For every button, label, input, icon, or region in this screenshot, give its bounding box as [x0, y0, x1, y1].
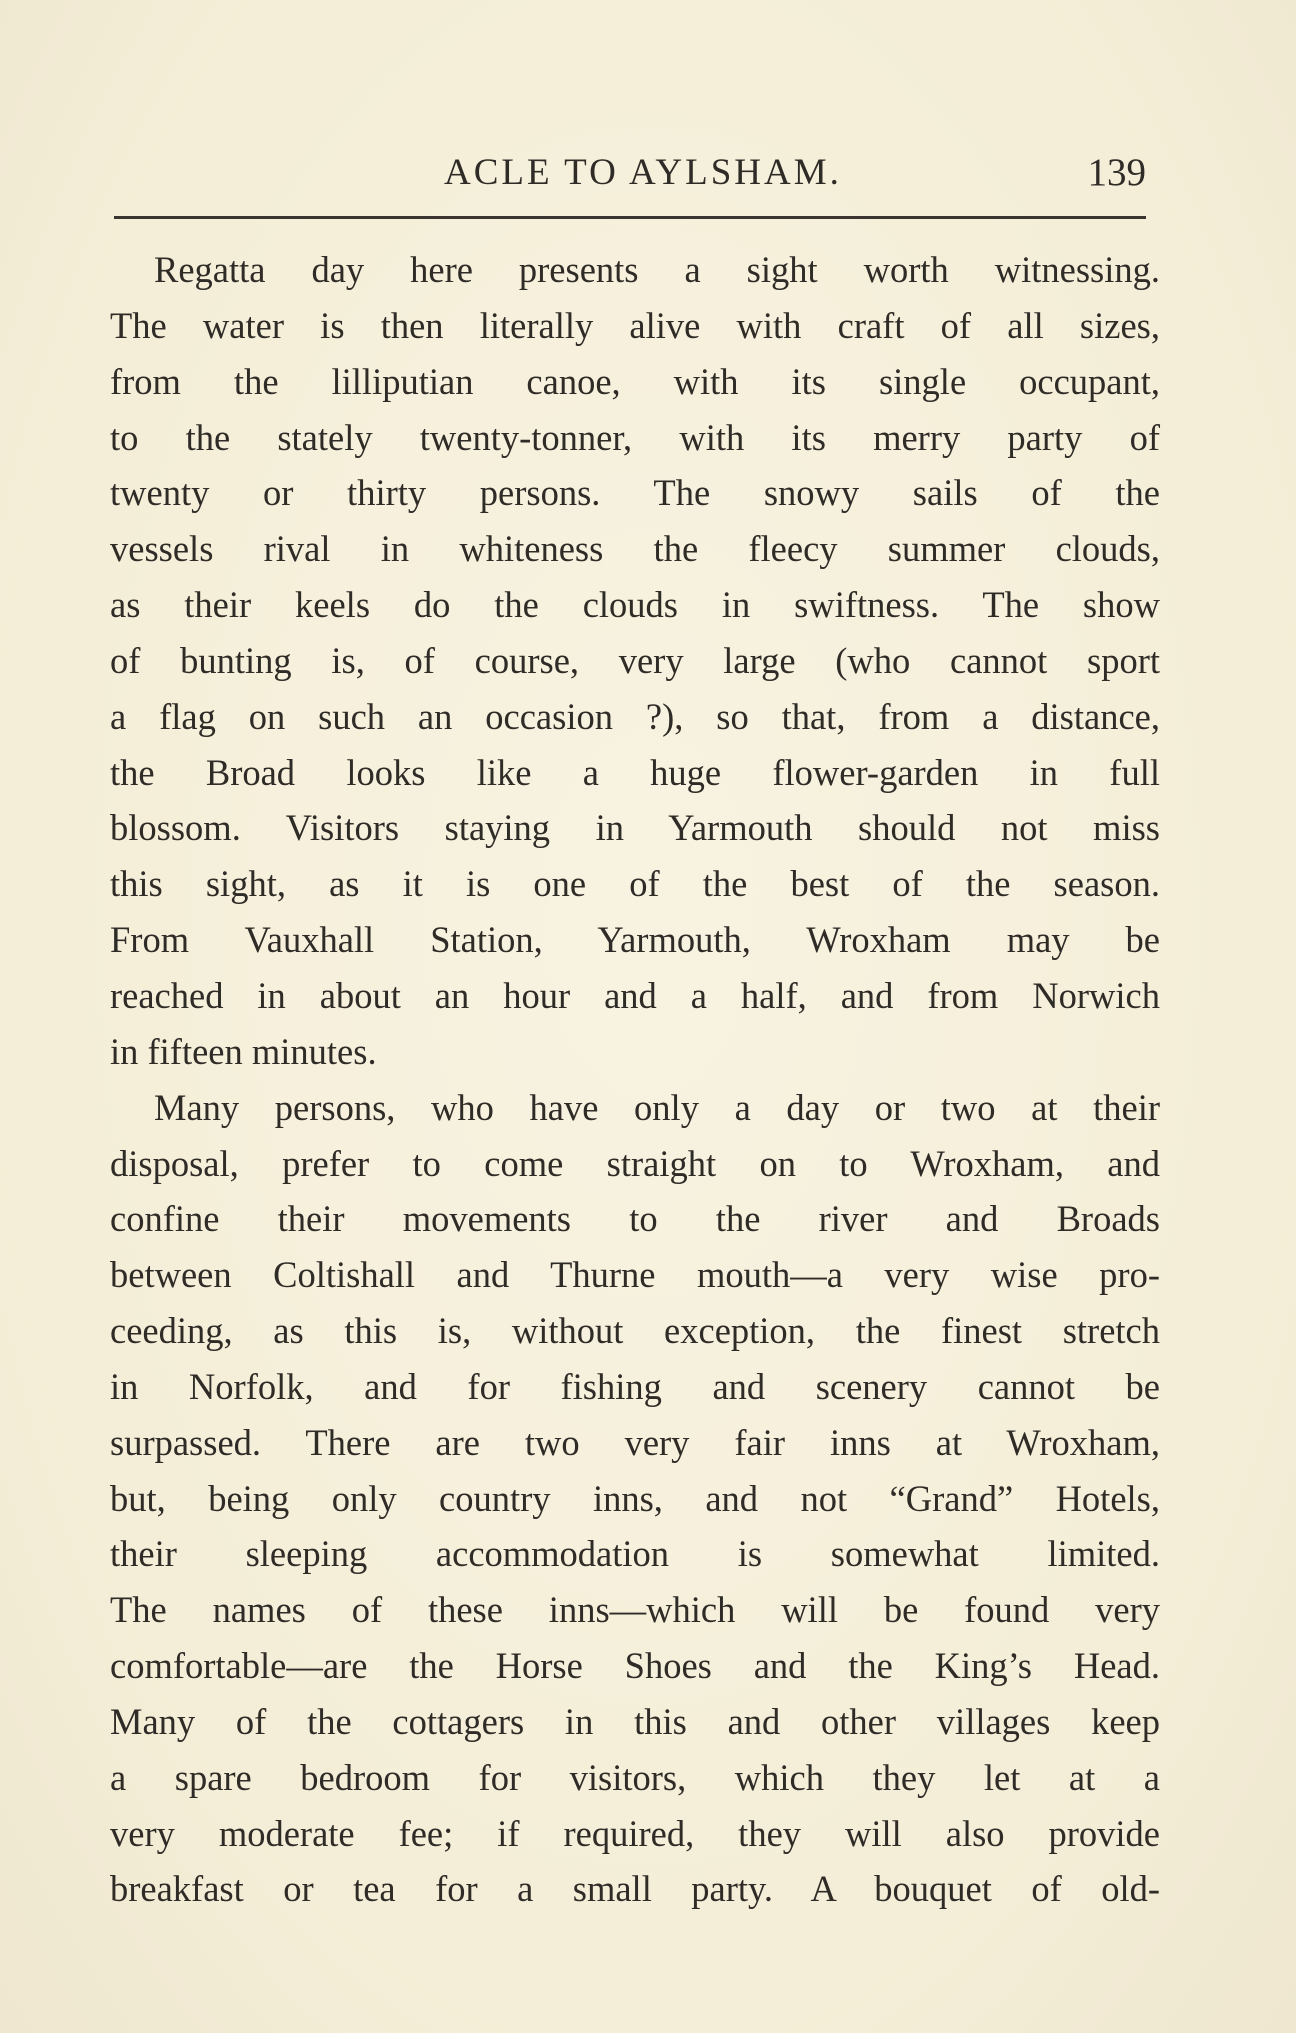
- text-line: very moderate fee; if required, they will also provide: [110, 1812, 1160, 1854]
- text-line: reached in about an hour and a half, and from Norwich: [110, 974, 1160, 1016]
- text-line: between Coltishall and Thurne mouth—a very wise pro-: [110, 1254, 1160, 1296]
- text-line: from the lilliputian canoe, with its single occupant,: [110, 360, 1160, 402]
- text-line: of bunting is, of course, very large (who cannot sport: [110, 639, 1160, 681]
- text-line: comfortable—are the Horse Shoes and the King’s Head.: [110, 1645, 1160, 1687]
- body-text: [110, 242, 1160, 1917]
- text-line: breakfast or tea for a small party. A bouquet of old-: [110, 1868, 1160, 1910]
- text-line: in Norfolk, and for fishing and scenery cannot be: [110, 1365, 1160, 1407]
- text-line: blossom. Visitors staying in Yarmouth should not miss: [110, 807, 1160, 849]
- text-line: The names of these inns—which will be found very: [110, 1589, 1160, 1631]
- text-line: confine their movements to the river and Broads: [110, 1198, 1160, 1240]
- text-line: but, being only country inns, and not “Grand” Hotels,: [110, 1477, 1160, 1519]
- text-line: Many persons, who have only a day or two at their: [154, 1086, 1160, 1128]
- text-line: as their keels do the clouds in swiftness. The show: [110, 584, 1160, 626]
- page-number: 139: [1087, 151, 1146, 194]
- text-line: this sight, as it is one of the best of the season.: [110, 863, 1160, 905]
- text-line: surpassed. There are two very fair inns at Wroxham,: [110, 1421, 1160, 1463]
- text-line: a spare bedroom for visitors, which they let at a: [110, 1756, 1160, 1798]
- text-line: ceeding, as this is, without exception, the finest stretch: [110, 1310, 1160, 1352]
- text-line: a flag on such an occasion ?), so that, from a distance,: [110, 695, 1160, 737]
- text-line: twenty or thirty persons. The snowy sails of the: [110, 472, 1160, 514]
- text-line: their sleeping accommodation is somewhat limited.: [110, 1533, 1160, 1575]
- text-line: Regatta day here presents a sight worth witnessing.: [154, 249, 1160, 290]
- text-line: to the stately twenty-tonner, with its merry party of: [110, 416, 1160, 458]
- running-head: [114, 150, 1146, 196]
- text-line: Many of the cottagers in this and other villages keep: [110, 1700, 1160, 1742]
- text-line: in fifteen minutes.: [110, 1030, 377, 1072]
- text-line: disposal, prefer to come straight on to Wroxham, and: [110, 1142, 1160, 1184]
- text-line: vessels rival in whiteness the fleecy summer clouds,: [110, 528, 1160, 570]
- text-line: From Vauxhall Station, Yarmouth, Wroxham may be: [110, 919, 1160, 961]
- header-rule: [114, 216, 1146, 219]
- text-line: the Broad looks like a huge flower-garden in full: [110, 751, 1160, 793]
- text-line: The water is then literally alive with craft of all sizes,: [110, 304, 1160, 346]
- running-title: ACLE TO AYLSHAM.: [444, 152, 842, 193]
